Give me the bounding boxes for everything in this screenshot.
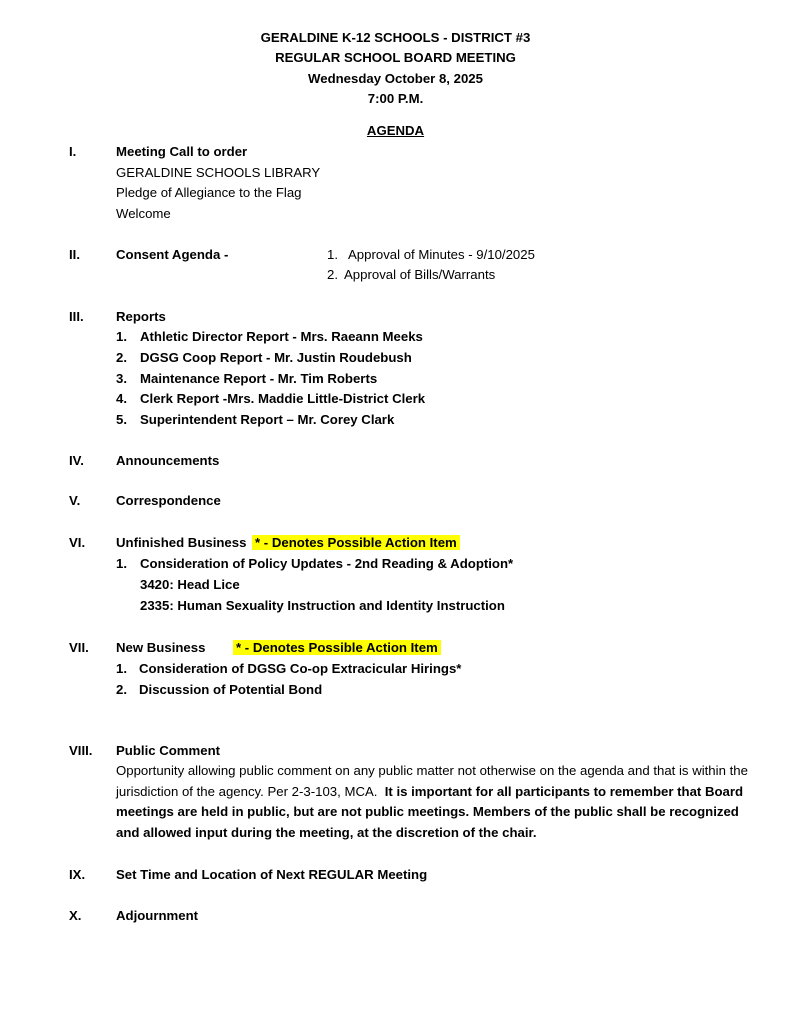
meeting-date: Wednesday October 8, 2025 (308, 71, 483, 86)
section-title: Meeting Call to order (116, 144, 248, 159)
list-item: Consideration of Policy Updates - 2nd Reading & Adoption* (140, 556, 514, 571)
public-comment-text (116, 761, 756, 844)
list-item: Pledge of Allegiance to the Flag (116, 185, 302, 200)
section-number: V. (69, 493, 81, 508)
item-number: 4. (116, 391, 127, 406)
section-number: I. (69, 144, 77, 159)
agenda-title: AGENDA (366, 123, 425, 138)
list-item: Approval of Bills/Warrants (344, 267, 496, 282)
list-item: Approval of Minutes - 9/10/2025 (348, 247, 535, 262)
policy-item: 2335: Human Sexuality Instruction and Identity Instruction (140, 598, 505, 613)
list-item: Welcome (116, 206, 171, 221)
list-item: Athletic Director Report - Mrs. Raeann Meeks (140, 329, 423, 344)
item-number: 2. (116, 682, 127, 697)
public-comment-regular: Opportunity allowing public comment on any public matter not otherwise on the agenda and that is within the jurisdiction of the agency. Per 2-3-103, MCA. (116, 763, 748, 799)
section-number: VIII. (69, 743, 93, 758)
action-item-note: * - Denotes Possible Action Item (233, 640, 441, 655)
section-title: Announcements (116, 453, 220, 468)
section-number: II. (69, 247, 80, 262)
item-number: 2. (327, 267, 338, 282)
section-number: III. (69, 309, 84, 324)
section-title: Reports (116, 309, 166, 324)
list-item: Clerk Report -Mrs. Maddie Little-District Clerk (140, 391, 426, 406)
public-comment-bold: It is important for all participants to remember that Board meetings are held in public, but are not public meetings. Members of the public shall be recognized and allowed input during the meeting, at the discretion of the chair. (116, 783, 744, 841)
policy-item: 3420: Head Lice (140, 577, 240, 592)
section-title: Unfinished Business (116, 535, 247, 550)
list-item: Superintendent Report – Mr. Corey Clark (140, 412, 395, 427)
item-number: 5. (116, 412, 127, 427)
list-item: DGSG Coop Report - Mr. Justin Roudebush (140, 350, 412, 365)
item-number: 2. (116, 350, 127, 365)
item-number: 3. (116, 371, 127, 386)
district-title: GERALDINE K-12 SCHOOLS - DISTRICT #3 (260, 30, 531, 45)
section-title: Set Time and Location of Next REGULAR Meeting (116, 867, 428, 882)
action-item-note: * - Denotes Possible Action Item (252, 535, 460, 550)
section-title: Adjournment (116, 908, 199, 923)
item-number: 1. (116, 556, 127, 571)
section-number: VII. (69, 640, 89, 655)
section-number: VI. (69, 535, 86, 550)
section-number: IV. (69, 453, 84, 468)
list-item: Consideration of DGSG Co-op Extracicular Hirings* (139, 661, 462, 676)
section-title: Consent Agenda - (116, 247, 229, 262)
list-item: Maintenance Report - Mr. Tim Roberts (140, 371, 378, 386)
item-number: 1. (116, 661, 127, 676)
meeting-type: REGULAR SCHOOL BOARD MEETING (275, 50, 516, 65)
meeting-time: 7:00 P.M. (367, 91, 424, 106)
list-item: Discussion of Potential Bond (139, 682, 323, 697)
section-title: Correspondence (116, 493, 221, 508)
section-number: X. (69, 908, 82, 923)
section-number: IX. (69, 867, 86, 882)
section-title: Public Comment (116, 743, 221, 758)
list-item: GERALDINE SCHOOLS LIBRARY (116, 165, 321, 180)
item-number: 1. (116, 329, 127, 344)
item-number: 1. (327, 247, 338, 262)
section-title: New Business (116, 640, 206, 655)
